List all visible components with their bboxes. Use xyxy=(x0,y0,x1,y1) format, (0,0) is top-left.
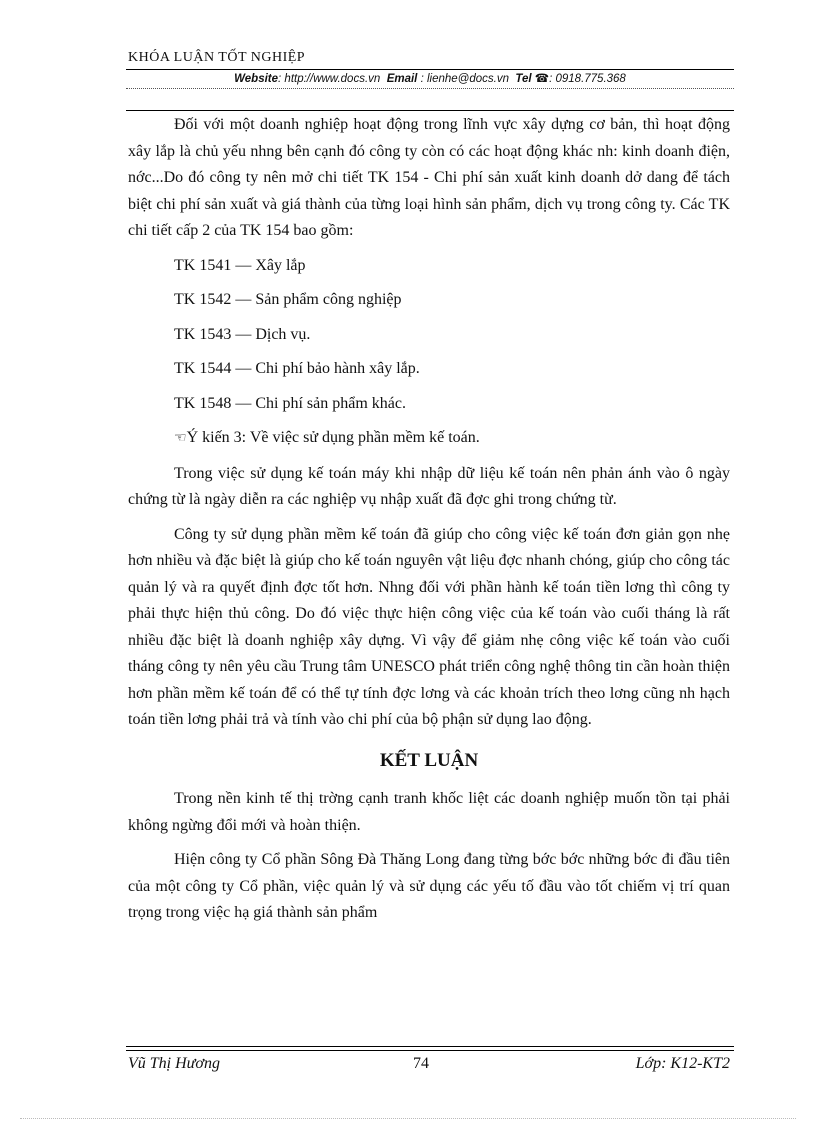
opinion-text: Ý kiến 3: Về việc sử dụng phần mềm kế toán. xyxy=(186,429,480,446)
section-heading-conclusion: KẾT LUẬN xyxy=(379,749,479,771)
list-item-tk1541: TK 1541 — Xây lắp xyxy=(174,256,306,274)
document-body xyxy=(128,112,730,935)
header-rule xyxy=(126,69,734,70)
paragraph-software: Công ty sử dụng phần mềm kế toán đã giúp cho công việc kế toán đơn giản gọn nhẹ hơn nhiều và đặc biệt là giúp cho kế toán nguyên vật liệu đợc nhanh chóng, giúp cho công tác quản lý và ra quyết định đợc tốt hơn. Nhng đối với phần hành kế toán tiền lơng thì công ty phải thực hiện thủ công. Do đó việc thực hiện công việc của kế toán vào cuối tháng là rất nhiều đặc biệt là doanh nghiệp xây dựng. Vì vậy để giảm nhẹ công việc kế toán vào cuối tháng công ty nên yêu cầu Trung tâm UNESCO phát triển công nghệ thông tin cần hoàn thiện hơn phần mềm kế toán để có thể tự tính đợc lơng và các khoản trích theo lơng cũng nh hạch toán tiền lơng phải trả và tính vào chi phí của bộ phận sử dụng lao động. xyxy=(128,525,730,728)
email-value: : lienhe@docs.vn xyxy=(420,73,509,85)
header-contact-line xyxy=(126,71,734,85)
paragraph-conclusion-2: Hiện công ty Cổ phần Sông Đà Thăng Long đang từng bớc bớc những bớc đi đầu tiên của một công ty Cổ phần, việc quản lý và sử dụng các yếu tố đầu vào tốt chiếm vị trí quan trọng trong việc hạ giá thành sản phẩm xyxy=(128,851,730,921)
page-bottom-edge xyxy=(20,1118,796,1119)
paragraph-conclusion-1: Trong nền kinh tế thị trờng cạnh tranh khốc liệt các doanh nghiệp muốn tồn tại phải không ngừng đổi mới và hoàn thiện. xyxy=(128,790,730,834)
list-item-tk1544: TK 1544 — Chi phí bảo hành xây lắp. xyxy=(174,360,420,377)
document-header-title: KHÓA LUẬN TỐT NGHIỆP xyxy=(128,50,306,65)
phone-icon: ☎ xyxy=(534,73,550,85)
footer-rule-second xyxy=(126,1050,734,1051)
pointing-hand-icon: ☜ xyxy=(174,431,187,446)
email-label: Email xyxy=(386,73,418,85)
list-item-tk1548: TK 1548 — Chi phí sản phẩm khác. xyxy=(174,394,406,412)
footer-rule xyxy=(126,1046,734,1047)
paragraph-tk154: Đối với một doanh nghiệp hoạt động trong lĩnh vực xây dựng cơ bản, thì hoạt động xây lắp là chủ yếu nhng bên cạnh đó công ty còn có các hoạt động khác nh: kinh doanh điện, nớc...Do đó công ty nên mở chi tiết TK 154 - Chi phí sản xuất kinh doanh dở dang để tách biệt chi phí sản xuất và giá thành của từng loại hình sản phẩm, dịch vụ trong công ty. Các TK chi tiết cấp 2 của TK 154 bao gồm: xyxy=(128,116,730,239)
opinion-heading xyxy=(174,425,730,453)
tel-label: Tel xyxy=(515,73,532,85)
header-dotted-rule xyxy=(126,88,734,89)
tel-value: : 0918.775.368 xyxy=(549,73,626,85)
list-item-tk1542: TK 1542 — Sản phẩm công nghiệp xyxy=(174,291,402,308)
footer-class: Lớp: K12-KT2 xyxy=(635,1055,730,1072)
footer-author: Vũ Thị Hương xyxy=(128,1055,220,1072)
website-label: Website xyxy=(234,73,279,85)
list-item-tk1543: TK 1543 — Dịch vụ. xyxy=(174,325,311,343)
page-number: 74 xyxy=(413,1055,429,1072)
paragraph-data-entry: Trong việc sử dụng kế toán máy khi nhập dữ liệu kế toán nên phản ánh vào ô ngày chứng từ là ngày diễn ra các nghiệp vụ nhập xuất đã đợc ghi trong chứng từ. xyxy=(128,464,730,508)
header-bottom-rule xyxy=(126,110,734,111)
website-value: : http://www.docs.vn xyxy=(278,73,381,85)
